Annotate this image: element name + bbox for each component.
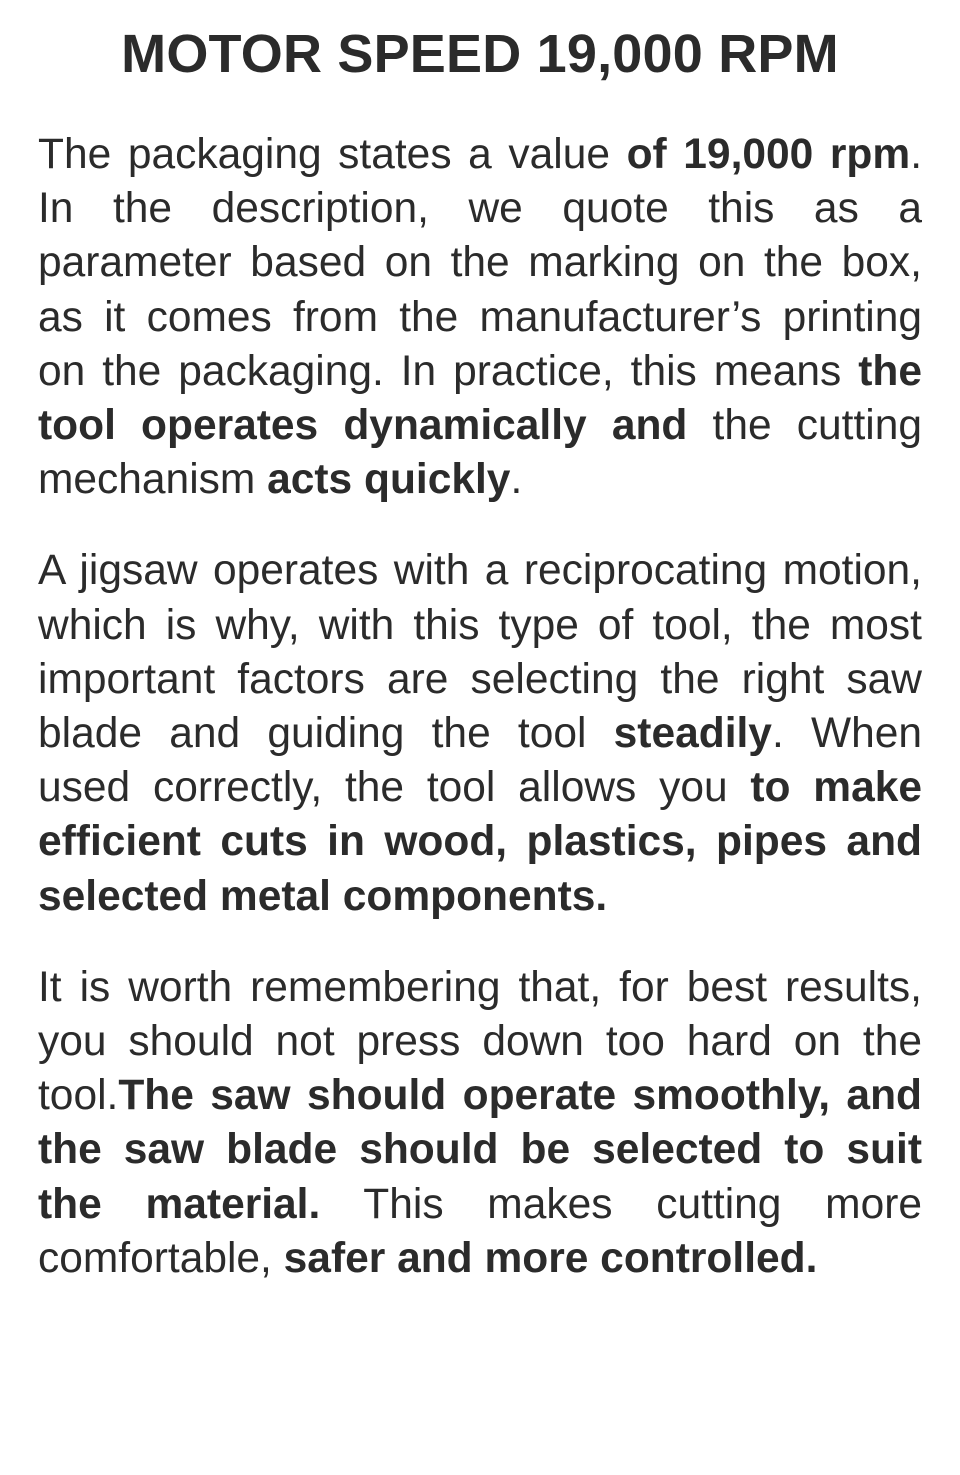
paragraph-run: . In the description, we quote this as a parameter based on the marking on the box, as it comes from the manufacturer’s printing on the packaging. In practice, this means [38,131,922,395]
paragraph-run: A jigsaw operates with a reciprocating motion, which is why, with this type of tool, the most important factors are selecting the right saw blade and guiding the tool [38,547,922,758]
paragraph-run-bold: the tool operates dynamically and [38,347,922,450]
paragraph-run-bold: to make efficient cuts in wood, plastics, pipes and selected metal components. [38,764,922,920]
paragraph-run: . [510,456,523,504]
paragraph-run: It is worth remembering that, for best results, you should not press down too hard on the tool. [38,963,922,1120]
page-title: MOTOR SPEED 19,000 RPM [121,24,839,84]
paragraph-run: This makes cutting more comfortable, [38,1180,922,1282]
paragraph-run: . When used correctly, the tool allows you [38,710,923,812]
paragraph-best-results [38,961,922,1286]
paragraph-run-bold: safer and more controlled. [283,1234,818,1282]
paragraph-run-bold: steadily [613,710,772,758]
paragraph-jigsaw-motion [38,544,922,923]
paragraph-run-bold: of 19,000 rpm [626,131,911,178]
paragraph-run-bold: acts quickly [267,456,511,504]
paragraph-run-bold: The saw should operate smoothly, and the saw blade should be selected to suit the material. [38,1072,922,1228]
paragraph-run: The packaging states a value [38,131,627,178]
paragraph-run: the cutting mechanism [38,402,922,504]
paragraph-motor-speed [38,128,922,507]
